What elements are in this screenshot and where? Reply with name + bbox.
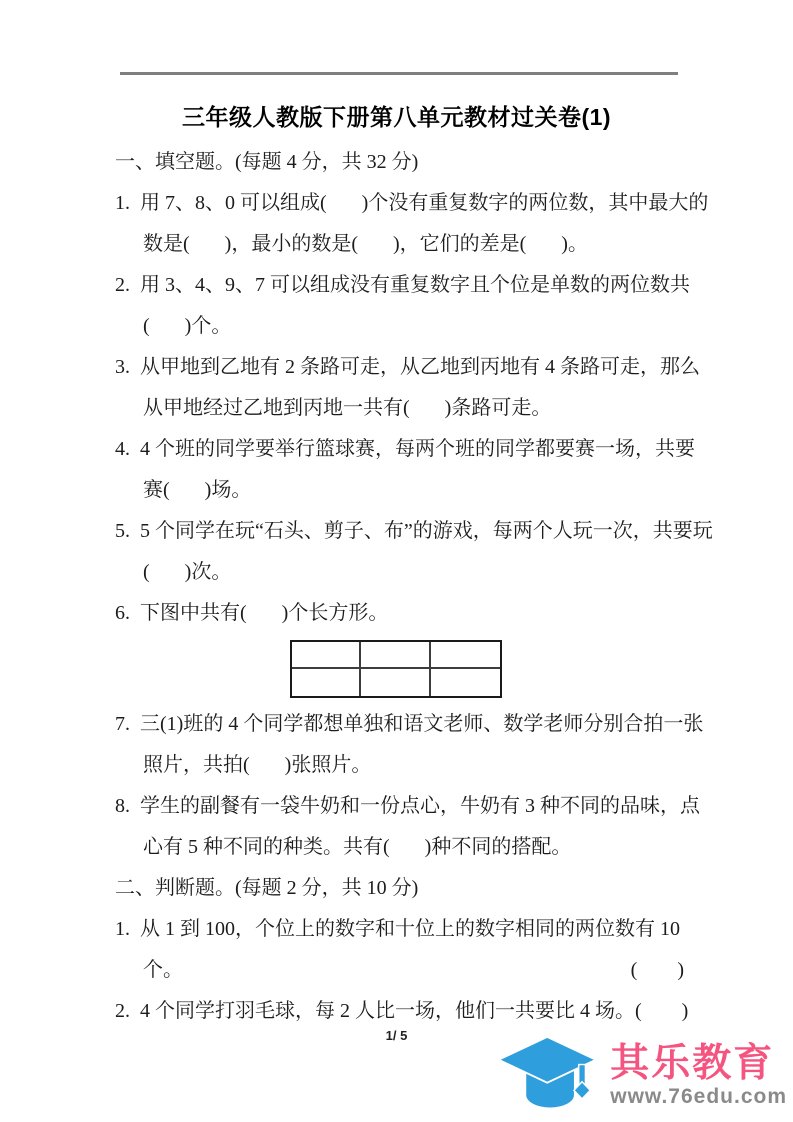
worksheet-body: [115, 142, 713, 1032]
question-line: 3. 从甲地到乙地有 2 条路可走，从乙地到丙地有 4 条路可走，那么: [115, 356, 700, 378]
question-line: [115, 950, 690, 991]
judge-question-2: [115, 991, 690, 1032]
graduation-cap-icon: [498, 1034, 606, 1118]
top-divider: [120, 72, 678, 75]
question-line-text: 个。: [143, 959, 183, 981]
question-line: 照片，共拍( )张照片。: [143, 754, 372, 776]
question-6: [115, 593, 690, 698]
question-line: 1. 从 1 到 100，个位上的数字和十位上的数字相同的两位数有 10: [115, 918, 680, 940]
question-line: 5. 5 个同学在玩“石头、剪子、布”的游戏，每两个人玩一次，共要玩: [115, 520, 713, 542]
question-1: [115, 183, 709, 265]
section-heading-fill-blanks: 一、填空题。(每题 4 分，共 32 分): [115, 151, 419, 173]
answer-blank: ( ): [630, 959, 684, 981]
question-2: [115, 265, 690, 347]
question-line: 8. 学生的副餐有一袋牛奶和一份点心，牛奶有 3 种不同的品味，点: [115, 795, 700, 817]
question-line: 心有 5 种不同的种类。共有( )种不同的搭配。: [143, 836, 572, 858]
judge-question-1: [115, 909, 690, 991]
question-line: 数是( )，最小的数是( )，它们的差是( )。: [143, 233, 588, 255]
question-line: ( )个。: [143, 315, 232, 337]
grid-cell: [292, 669, 361, 696]
logo-text: [610, 1041, 787, 1108]
page-title: 三年级人教版下册第八单元教材过关卷(1): [181, 104, 612, 130]
grid-cell: [431, 642, 500, 669]
grid-cell: [361, 669, 430, 696]
question-5: [115, 511, 713, 593]
question-line: 2. 4 个同学打羽毛球，每 2 人比一场，他们一共要比 4 场。( ): [115, 1000, 689, 1022]
brand-website: www.76edu.com: [610, 1084, 787, 1108]
question-line: 2. 用 3、4、9、7 可以组成没有重复数字且个位是单数的两位数共: [115, 274, 690, 296]
brand-name: 其乐教育: [610, 1041, 775, 1085]
question-8: [115, 786, 700, 868]
question-line: 4. 4 个班的同学要举行篮球赛，每两个班的同学都要赛一场，共要: [115, 438, 695, 460]
question-3: [115, 347, 700, 429]
grid-cell: [361, 642, 430, 669]
grid-cell: [431, 669, 500, 696]
question-4: [115, 429, 695, 511]
question-line: 从甲地经过乙地到丙地一共有( )条路可走。: [143, 397, 552, 419]
question-line: 6. 下图中共有( )个长方形。: [115, 602, 389, 624]
question-line: 赛( )场。: [143, 479, 252, 501]
question-line: 7. 三(1)班的 4 个同学都想单独和语文老师、数学老师分别合拍一张: [115, 713, 704, 735]
section-heading-true-false: 二、判断题。(每题 2 分，共 10 分): [115, 877, 419, 899]
question-7: [115, 704, 704, 786]
rectangle-grid-figure: [290, 640, 502, 698]
site-logo: [498, 1034, 787, 1118]
page-number: 1/ 5: [385, 1028, 408, 1043]
question-line: ( )次。: [143, 561, 232, 583]
grid-cell: [292, 642, 361, 669]
question-line: 1. 用 7、8、0 可以组成( )个没有重复数字的两位数，其中最大的: [115, 192, 709, 214]
